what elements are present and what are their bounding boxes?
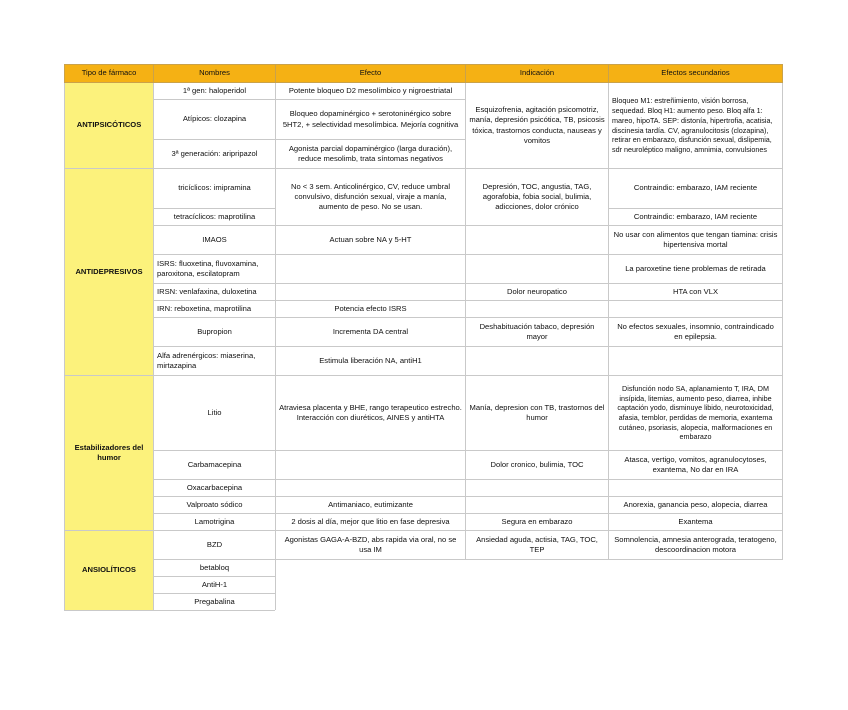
drug-name: BZD bbox=[154, 531, 276, 560]
drug-indication: Segura en embarazo bbox=[466, 514, 609, 531]
drug-effect: Agonista parcial dopaminérgico (larga duración), reduce mesolimb, trata síntomas negativos bbox=[276, 140, 466, 169]
drug-side-effects: Bloqueo M1: estreñimiento, visión borrosa, sequedad. Bloq H1: aumento peso. Bloq alfa 1: mareo, hipoTA. SEP: distonía, hipertrofia, acatisia, discinesia tardía. CV, agranulocitosis (clozapina), retirar en embarazo, disfunción sexual, dislipemia, sdr neuroléptico maligno, amnimia, convulsiones bbox=[609, 83, 783, 169]
drug-name: 1ª gen: haloperidol bbox=[154, 83, 276, 100]
drug-indication: Manía, depresion con TB, trastornos del humor bbox=[466, 376, 609, 451]
drug-indication: Ansiedad aguda, actisia, TAG, TOC, TEP bbox=[466, 531, 609, 560]
header-effect: Efecto bbox=[276, 65, 466, 83]
drug-side-effects: Anorexia, ganancia peso, alopecia, diarrea bbox=[609, 497, 783, 514]
header-drug-type: Tipo de fármaco bbox=[65, 65, 154, 83]
drug-name: IRN: reboxetina, maprotilina bbox=[154, 301, 276, 318]
table-row bbox=[65, 226, 783, 255]
table-row bbox=[65, 560, 783, 577]
table-row bbox=[65, 376, 783, 451]
drug-indication: Depresión, TOC, angustia, TAG, agorafobia, fobia social, bulimia, adicciones, dolor crónico bbox=[466, 169, 609, 226]
drug-effect: No < 3 sem. Anticolinérgico, CV, reduce umbral convulsivo, disfunción sexual, viraje a manía, aumento de peso. No se usan. bbox=[276, 169, 466, 226]
drug-name: tetracíclicos: maprotilina bbox=[154, 209, 276, 226]
drug-effect: Bloqueo dopaminérgico + serotoninérgico sobre 5HT2, + selectividad mesolímbica. Mejoría cognitiva bbox=[276, 100, 466, 140]
drug-side-effects: Somnolencia, amnesia anterograda, teratogeno, descoordinacion motora bbox=[609, 531, 783, 560]
empty-cell bbox=[276, 284, 466, 301]
drug-name: IRSN: venlafaxina, duloxetina bbox=[154, 284, 276, 301]
drug-name: IMAOS bbox=[154, 226, 276, 255]
header-names: Nombres bbox=[154, 65, 276, 83]
table-row bbox=[65, 531, 783, 560]
drug-table bbox=[64, 64, 783, 611]
empty-cell bbox=[466, 226, 609, 255]
table-row bbox=[65, 451, 783, 480]
drug-effect: Incrementa DA central bbox=[276, 318, 466, 347]
drug-side-effects: Contraindic: embarazo, IAM reciente bbox=[609, 169, 783, 209]
drug-effect: Atraviesa placenta y BHE, rango terapeutico estrecho. Interacción con diuréticos, AINES y antiHTA bbox=[276, 376, 466, 451]
drug-name: Carbamacepina bbox=[154, 451, 276, 480]
drug-effect: 2 dosis al día, mejor que litio en fase depresiva bbox=[276, 514, 466, 531]
table-row bbox=[65, 83, 783, 100]
category-antipsicoticos: ANTIPSICÓTICOS bbox=[65, 83, 154, 169]
drug-name: Atípicos: clozapina bbox=[154, 100, 276, 140]
drug-side-effects: La paroxetine tiene problemas de retirada bbox=[609, 255, 783, 284]
drug-indication: Dolor cronico, bulimia, TOC bbox=[466, 451, 609, 480]
category-ansioliticos: ANSIOLÍTICOS bbox=[65, 531, 154, 611]
drug-side-effects: Contraindic: embarazo, IAM reciente bbox=[609, 209, 783, 226]
drug-name: tricíclicos: imipramina bbox=[154, 169, 276, 209]
drug-name: Pregabalina bbox=[154, 594, 276, 611]
table-row bbox=[65, 514, 783, 531]
table-row bbox=[65, 169, 783, 209]
empty-cell bbox=[609, 301, 783, 318]
drug-name: Oxacarbacepina bbox=[154, 480, 276, 497]
drug-effect: Potente bloqueo D2 mesolímbico y nigroestriatal bbox=[276, 83, 466, 100]
header-side-effects: Efectos secundarios bbox=[609, 65, 783, 83]
drug-effect: Potencia efecto ISRS bbox=[276, 301, 466, 318]
header-indication: Indicación bbox=[466, 65, 609, 83]
drug-effect: Actuan sobre NA y 5-HT bbox=[276, 226, 466, 255]
drug-side-effects: Atasca, vertigo, vomitos, agranulocytoses, exantema, No dar en IRA bbox=[609, 451, 783, 480]
drug-indication bbox=[466, 497, 609, 514]
drug-side-effects bbox=[609, 480, 783, 497]
drug-name: Lamotrigina bbox=[154, 514, 276, 531]
drug-name: Litio bbox=[154, 376, 276, 451]
drug-name: ISRS: fluoxetina, fluvoxamina, paroxitona, escilatopram bbox=[154, 255, 276, 284]
table-row bbox=[65, 347, 783, 376]
drug-side-effects: Disfunción nodo SA, aplanamiento T, IRA, DM insípida, litemias, aumento peso, diarrea, inhibe captación yodo, disminuye libido, neurotoxicidad, afasia, temblor, perdidas de memoria, exantema cutáneo, psoriasis, alopecia, malformaciones en embarazo bbox=[609, 376, 783, 451]
drug-effect bbox=[276, 451, 466, 480]
drug-effect: Estimula liberación NA, antiH1 bbox=[276, 347, 466, 376]
drug-name: Bupropion bbox=[154, 318, 276, 347]
header-row bbox=[65, 65, 783, 83]
drug-side-effects: No usar con alimentos que tengan tiamina: crisis hipertensiva mortal bbox=[609, 226, 783, 255]
drug-name: betabloq bbox=[154, 560, 276, 577]
table-row bbox=[65, 301, 783, 318]
drug-indication: Deshabituación tabaco, depresión mayor bbox=[466, 318, 609, 347]
table-row bbox=[65, 480, 783, 497]
category-antidepresivos: ANTIDEPRESIVOS bbox=[65, 169, 154, 376]
table-row bbox=[65, 284, 783, 301]
category-estabilizadores: Estabilizadores del humor bbox=[65, 376, 154, 531]
drug-indication: Esquizofrenia, agitación psicomotriz, manía, depresión psicótica, TB, psicosis tóxica, trastornos conducta, nauseas y vomitos bbox=[466, 83, 609, 169]
drug-name: Valproato sódico bbox=[154, 497, 276, 514]
drug-side-effects: Exantema bbox=[609, 514, 783, 531]
drug-effect: Agonistas GAGA-A-BZD, abs rapida via oral, no se usa IM bbox=[276, 531, 466, 560]
table-row bbox=[65, 497, 783, 514]
drug-indication bbox=[466, 480, 609, 497]
table-row bbox=[65, 255, 783, 284]
drug-side-effects: No efectos sexuales, insomnio, contraindicado en epilepsia. bbox=[609, 318, 783, 347]
drug-effect bbox=[276, 480, 466, 497]
empty-cell bbox=[466, 255, 609, 284]
drug-name: AntiH-1 bbox=[154, 577, 276, 594]
empty-cell bbox=[466, 347, 609, 376]
empty-cell bbox=[466, 301, 609, 318]
drug-name: 3ª generación: aripripazol bbox=[154, 140, 276, 169]
drug-indication: Dolor neuropatico bbox=[466, 284, 609, 301]
empty-cell bbox=[609, 347, 783, 376]
drug-effect: Antimaniaco, eutimizante bbox=[276, 497, 466, 514]
drug-name: Alfa adrenérgicos: miaserina, mirtazapina bbox=[154, 347, 276, 376]
drug-side-effects: HTA con VLX bbox=[609, 284, 783, 301]
empty-cell bbox=[276, 255, 466, 284]
empty-cell bbox=[276, 560, 783, 611]
table-row bbox=[65, 318, 783, 347]
